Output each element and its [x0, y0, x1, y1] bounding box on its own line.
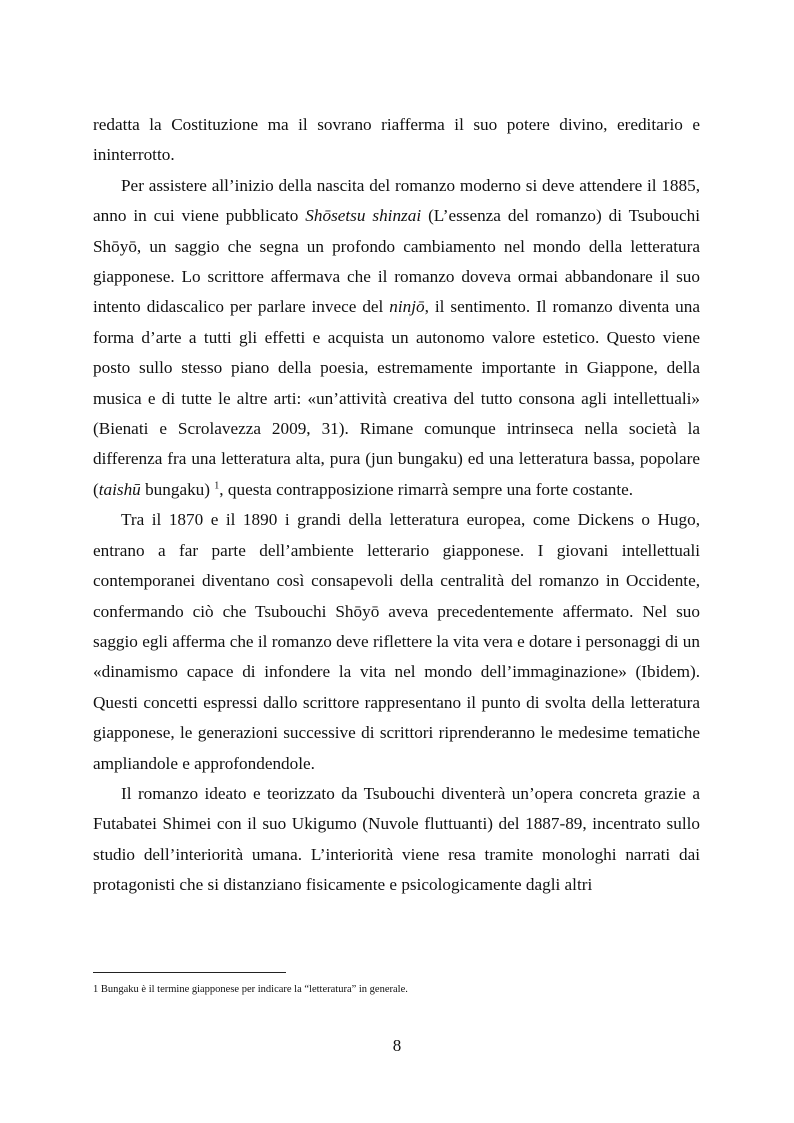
italic-text: Shōsetsu shinzai — [305, 206, 422, 226]
paragraph-2 — [93, 171, 700, 505]
text-run: bungaku) — [140, 479, 215, 499]
text-run: (L’essenza del romanzo) di Tsubouchi Shōyō, un saggio che segna un profondo cambiamento nel mondo della letteratura giapponese. Lo scrittore affermava che il romanzo doveva ormai abbandonare il suo intento didascalico per parlare invece del — [93, 206, 700, 317]
footnote-ref: 1 — [214, 480, 220, 492]
text-run: redatta la Costituzione ma il sovrano riafferma il suo potere divino, ereditario e ininterrotto. — [93, 115, 700, 165]
text-run: Tra il 1870 e il 1890 i grandi della letteratura europea, come Dickens o Hugo, entrano a far parte dell’ambiente letterario giapponese. I giovani intellettuali contemporanei diventano così consapevoli della centralità del romanzo in Occidente, confermando ciò che Tsubouchi Shōyō aveva precedentemente affermato. Nel suo saggio egli afferma che il romanzo deve riflettere la vita vera e dotare i personaggi di un «dinamismo capace di infondere la vita nel mondo dell’immaginazione» (Ibidem). Questi concetti espressi dallo scrittore rappresentano il punto di svolta della letteratura giapponese, le generazioni successive di scrittori riprenderanno le medesime tematiche ampliandole e approfondendole. — [93, 510, 700, 773]
text-run: Per assistere all’inizio della nascita del romanzo moderno si deve attendere il 1885, anno in cui viene pubblicato — [93, 175, 700, 226]
text-run: , questa contrapposizione rimarrà sempre una forte costante. — [219, 479, 634, 499]
footnote: 1 Bungaku è il termine giapponese per indicare la “letteratura” in generale. — [93, 984, 408, 995]
paragraph-3 — [93, 505, 700, 779]
page-body — [93, 110, 700, 901]
footnote-divider — [93, 972, 286, 973]
text-run: Il romanzo ideato e teorizzato da Tsubouchi diventerà un’opera concreta grazie a Futabatei Shimei con il suo Ukigumo (Nuvole fluttuanti) del 1887-89, incentrato sullo studio dell’interiorità umana. L’interiorità viene resa tramite monologhi narrati dai protagonisti che si distanziano fisicamente e psicologicamente dagli altri — [93, 783, 700, 895]
paragraph-1 — [93, 110, 700, 171]
italic-text: ninjō — [389, 297, 425, 317]
italic-text: taishū — [98, 479, 141, 499]
paragraph-4 — [93, 779, 700, 901]
page-number: 8 — [392, 1036, 402, 1055]
text-run: , il sentimento. Il romanzo diventa una forma d’arte a tutti gli effetti e acquista un autonomo valore estetico. Questo viene posto sullo stesso piano della poesia, estremamente importante in Giappone, della musica e di tutte le altre arti: «un’attività creativa del tutto consona agli intellettuali» (Bienati e Scrolavezza 2009, 31). Rimane comunque intrinseca nella società la differenza fra una letteratura alta, pura (jun bungaku) ed una letteratura bassa, popolare ( — [93, 297, 700, 499]
